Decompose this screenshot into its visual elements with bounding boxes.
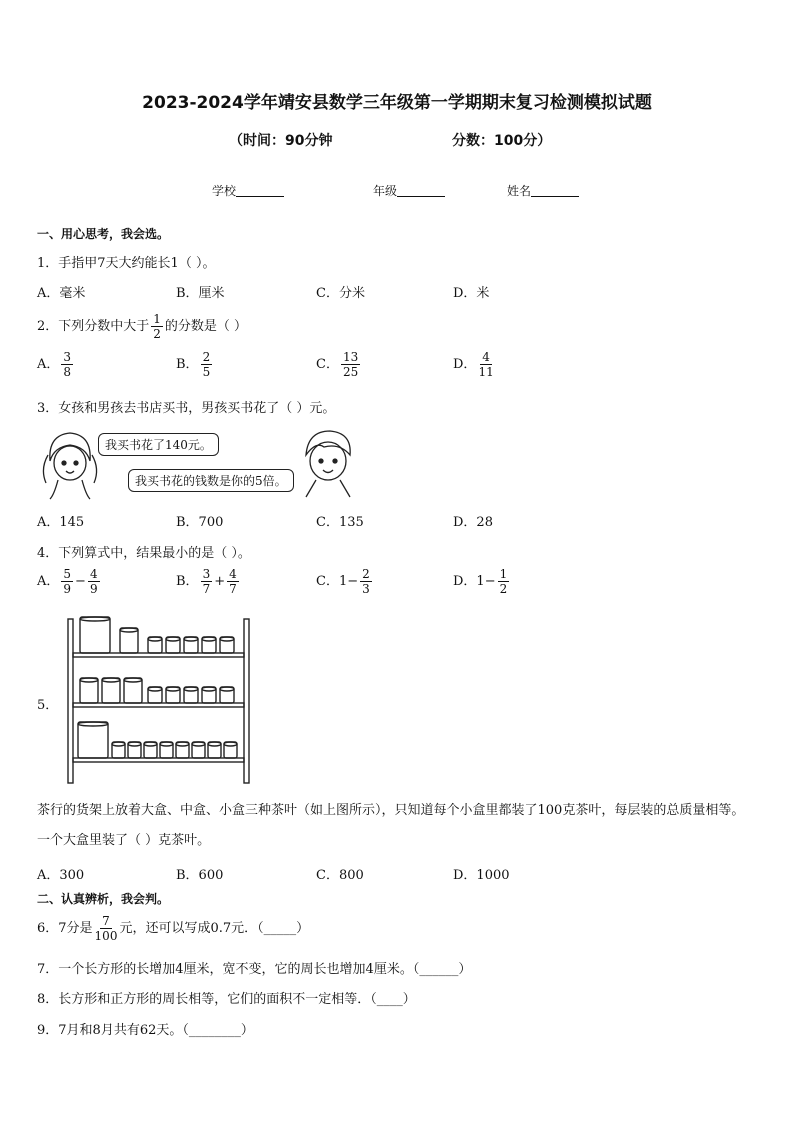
name-field [507,182,579,199]
q4-c-den: 3 [362,582,370,596]
exam-time: （时间：90分钟 [229,133,333,149]
q4-c-fraction [360,567,372,596]
medium-tea-box-lid [102,678,120,682]
small-tea-box [148,687,162,703]
exam-score: 分数：100分） [452,133,552,149]
small-tea-box-lid [144,742,157,746]
q4-c-label: C．1− [316,574,359,589]
q2-d-fraction [478,350,493,379]
q4-option-b [176,567,241,596]
question-5-text: 茶行的货架上放着大盒、中盒、小盒三种茶叶（如上图所示），只知道每个小盒里都装了100克茶叶，每层装的总质量相等。一个大盒里装了（ ）克茶叶。 [37,803,745,848]
q6-den: 100 [94,929,118,943]
question-2 [37,312,247,341]
q4-a2-num: 4 [89,567,98,581]
q3-option-a: A．145 [37,515,85,530]
medium-tea-box-lid [124,678,142,682]
q4-option-d [453,567,511,596]
question-6 [37,914,309,943]
small-tea-box-lid [202,637,216,641]
small-tea-box [224,742,237,758]
small-tea-box [160,742,173,758]
q2-fraction [151,312,163,341]
small-tea-box [192,742,205,758]
q1-option-b: B．厘米 [176,286,225,301]
large-tea-box [80,617,110,653]
name-label: 姓名 [507,184,532,198]
q4-a-operator: − [75,574,86,589]
q5-option-a: A．300 [37,868,85,883]
question-7: 7．一个长方形的长增加4厘米，宽不变，它的周长也增加4厘米。（______） [37,962,472,977]
q4-a-fraction-1 [61,567,73,596]
grade-label: 年级 [373,184,398,198]
tea-shelf-svg [64,615,254,787]
section-judge-heading: 二、认真辨析，我会判。 [37,892,170,906]
small-tea-box-lid [148,637,162,641]
small-tea-box-lid [112,742,125,746]
q2-d-num: 4 [482,350,490,364]
q1-option-c: C．分米 [316,286,365,301]
small-tea-box [166,687,180,703]
small-tea-box [220,637,234,653]
girl-speech-bubble: 我买书花了140元。 [98,433,219,456]
small-tea-box-lid [202,687,216,691]
q4-c-num: 2 [362,567,370,581]
small-tea-box-lid [160,742,173,746]
q5-option-b: B．600 [176,868,224,883]
small-tea-box-lid [184,687,198,691]
question-3: 3．女孩和男孩去书店买书，男孩买书花了（ ）元。 [37,401,336,416]
q4-b-fraction-1 [201,567,213,596]
large-tea-box-lid [80,617,110,621]
small-tea-box-lid [166,687,180,691]
q6-num: 7 [102,914,110,928]
q4-option-c [316,567,374,596]
q2-b-label: B． [176,357,199,372]
q2-c-fraction [341,350,360,379]
name-blank [531,184,579,197]
q4-d-den: 2 [499,582,508,596]
grade-field [373,182,445,199]
small-tea-box [208,742,221,758]
large-tea-box-lid [78,722,108,726]
question-4: 4．下列算式中，结果最小的是（ ）。 [37,546,251,561]
small-tea-box [176,742,189,758]
small-tea-box [112,742,125,758]
girl-figure [43,433,96,499]
small-tea-box [202,687,216,703]
grade-blank [397,184,445,197]
small-tea-box-lid [208,742,221,746]
q3-option-b: B．700 [176,515,224,530]
small-tea-box [184,637,198,653]
question-8: 8．长方形和正方形的周长相等，它们的面积不一定相等．（____） [37,992,416,1007]
q4-b-operator: + [214,574,226,589]
small-tea-box [128,742,141,758]
medium-tea-box-lid [80,678,98,682]
q4-d-fraction [498,567,510,596]
tea-shelf-figure [64,615,254,787]
small-tea-box [202,637,216,653]
q3-option-d: D．28 [453,515,493,530]
q2-d-den: 11 [478,365,494,379]
small-tea-box-lid [176,742,189,746]
q3-option-c: C．135 [316,515,364,530]
q2-d-label: D． [453,357,477,372]
q2-num: 1 [153,312,161,326]
q2-a-den: 8 [63,365,72,379]
small-tea-box-lid [128,742,141,746]
small-tea-box-lid [220,637,234,641]
small-tea-box-lid [224,742,237,746]
boy-speech-bubble: 我买书花的钱数是你的5倍。 [128,469,294,492]
q4-b1-den: 7 [202,582,211,596]
q5-option-c: C．800 [316,868,364,883]
large-tea-box [78,722,108,758]
small-tea-box [166,637,180,653]
q2-b-den: 5 [202,365,211,379]
q6-text-post: 元，还可以写成0.7元．（_____） [119,921,310,936]
q4-b1-num: 3 [202,567,211,581]
q2-a-num: 3 [63,350,72,364]
q2-option-a [37,350,75,379]
q4-b-label: B． [176,574,199,589]
question-1: 1．手指甲7天大约能长1（ ）。 [37,256,216,271]
q2-b-num: 2 [202,350,211,364]
question-5-number: 5． [37,698,59,713]
q4-a-fraction-2 [88,567,100,596]
small-tea-box-lid [166,637,180,641]
small-tea-box [148,637,162,653]
q4-d-num: 1 [499,567,508,581]
q4-a1-den: 9 [63,582,72,596]
q1-option-d: D．米 [453,286,490,301]
q4-a2-den: 9 [89,582,98,596]
page-title: 2023-2024学年靖安县数学三年级第一学期期末复习检测模拟试题 [142,93,652,113]
q5-option-d: D．1000 [453,868,510,883]
q4-option-a [37,567,102,596]
q6-fraction [95,914,118,943]
small-tea-box-lid [192,742,205,746]
q4-a1-num: 5 [63,567,72,581]
school-field [212,182,284,199]
question-9: 9．7月和8月共有62天。（________） [37,1023,254,1038]
medium-tea-box-lid [120,628,138,632]
q1-option-a: A．毫米 [37,286,86,301]
small-tea-box-lid [220,687,234,691]
q2-option-b [176,350,214,379]
q6-text-pre: 6．7分是 [37,921,93,936]
shelf-right-post [244,619,249,783]
q2-text-pre: 2．下列分数中大于 [37,319,150,334]
q4-d-label: D．1− [453,574,496,589]
q2-option-d [453,350,496,379]
q4-a-label: A． [37,574,60,589]
q2-text-post: 的分数是（ ） [164,319,248,334]
q3-illustration [40,425,360,500]
boy-figure [306,431,350,497]
q2-a-fraction [61,350,73,379]
section-choice-heading: 一、用心思考，我会选。 [37,227,170,241]
q4-b-fraction-2 [227,567,239,596]
small-tea-box [220,687,234,703]
q2-a-label: A． [37,357,60,372]
small-tea-box [144,742,157,758]
q2-den: 2 [153,327,161,341]
q2-option-c [316,350,362,379]
shelf-left-post [68,619,73,783]
q4-b2-den: 7 [229,582,237,596]
small-tea-box-lid [184,637,198,641]
q2-b-fraction [201,350,213,379]
small-tea-box-lid [148,687,162,691]
q4-b2-num: 4 [229,567,237,581]
q2-c-num: 13 [342,350,359,364]
school-blank [236,184,284,197]
q2-c-label: C． [316,357,339,372]
q2-c-den: 25 [342,365,359,379]
school-label: 学校 [212,184,237,198]
small-tea-box [184,687,198,703]
